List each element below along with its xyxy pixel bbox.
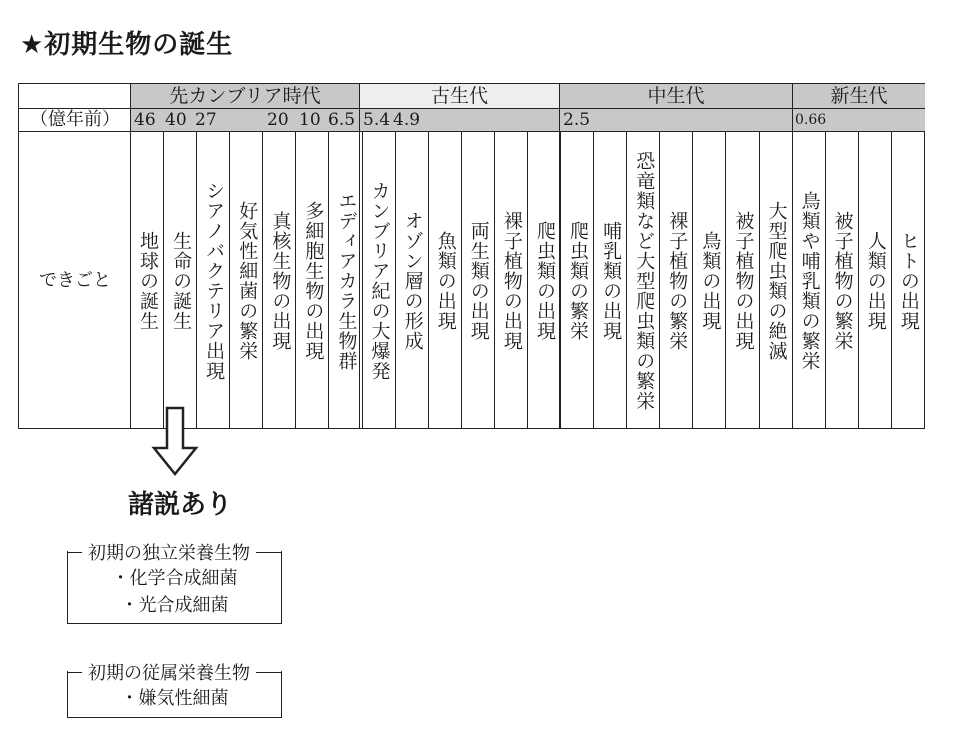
event-cell [594,134,627,428]
event-cell [263,134,296,428]
year-6-5: 6.5 [328,110,356,130]
heterotroph-box [67,663,282,718]
event-cell [892,134,925,428]
event-text: 恐竜類など大型爬虫類の繁栄 [633,151,656,411]
event-cell [859,134,892,428]
heterotroph-title: 初期の従属栄養生物 [88,663,250,684]
event-text: 爬虫類の繁栄 [567,221,590,341]
year-27: 27 [195,110,217,130]
autotroph-box [67,543,282,624]
event-cell [793,134,826,428]
event-cell [561,134,594,428]
event-text: シアノバクテリア出現 [203,181,226,381]
era-mesozoic: 中生代 [560,84,792,108]
event-cell [164,134,197,428]
year-4-9: 4.9 [393,110,421,130]
event-text: ヒトの出現 [897,231,920,331]
year-40: 40 [165,110,187,130]
event-cell [826,134,859,428]
event-text: 両生類の出現 [467,221,490,341]
autotroph-item: ・光合成細菌 [120,595,229,616]
event-text: 地球の誕生 [137,231,159,331]
year-46: 46 [134,110,156,130]
event-cell [230,134,263,428]
event-cell [528,134,561,428]
event-cell [726,134,759,428]
era-cenozoic: 新生代 [793,84,925,108]
event-text: 裸子植物の出現 [500,211,523,351]
event-text: 人類の出現 [864,231,887,331]
year-10: 10 [299,110,321,130]
event-text: 鳥類や哺乳類の繁栄 [798,191,821,371]
event-cell [329,134,362,428]
event-text: 鳥類の出現 [699,231,722,331]
event-text: 被子植物の繁栄 [831,211,854,351]
event-cell [363,134,396,428]
event-text: 生命の誕生 [170,231,193,331]
event-text: カンブリア紀の大爆発 [368,181,391,381]
event-cell [296,134,329,428]
year-label: （億年前） [30,109,120,130]
event-text: オゾン層の形成 [401,211,424,351]
year-0-66: 0.66 [795,112,827,128]
event-text: 哺乳類の出現 [600,221,623,341]
event-cell [396,134,429,428]
event-text: エディアカラ生物群 [335,191,358,371]
down-arrow-icon [150,406,200,478]
notes-heading: 諸説あり [128,490,233,520]
year-5-4: 5.4 [363,110,391,130]
event-text: 被子植物の出現 [732,211,755,351]
event-cell [197,134,230,428]
heterotroph-item: ・嫌気性細菌 [120,688,229,709]
event-cell [760,134,793,428]
era-paleozoic: 古生代 [360,84,559,108]
autotroph-title: 初期の独立栄養生物 [88,543,250,564]
year-2-5: 2.5 [563,110,591,130]
page-title: ★初期生物の誕生 [20,30,234,60]
event-text: 好気性細菌の繁栄 [236,201,259,361]
event-cell [131,134,164,428]
event-text: 魚類の出現 [434,231,457,331]
era-precambrian: 先カンブリア時代 [131,84,359,108]
event-cell [660,134,693,428]
event-cell [429,134,462,428]
events-label: できごと [39,270,111,291]
event-text: 真核生物の出現 [269,211,292,351]
event-text: 爬虫類の出現 [533,221,556,341]
autotroph-item: ・化学合成細菌 [111,568,238,589]
year-20: 20 [267,110,289,130]
timeline-table [18,83,925,429]
event-text: 多細胞生物の出現 [302,201,325,361]
event-cell [462,134,495,428]
event-cell [627,134,660,428]
event-text: 裸子植物の繁栄 [666,211,689,351]
event-text: 大型爬虫類の絶滅 [765,201,788,361]
event-cell [693,134,726,428]
event-cell [495,134,528,428]
